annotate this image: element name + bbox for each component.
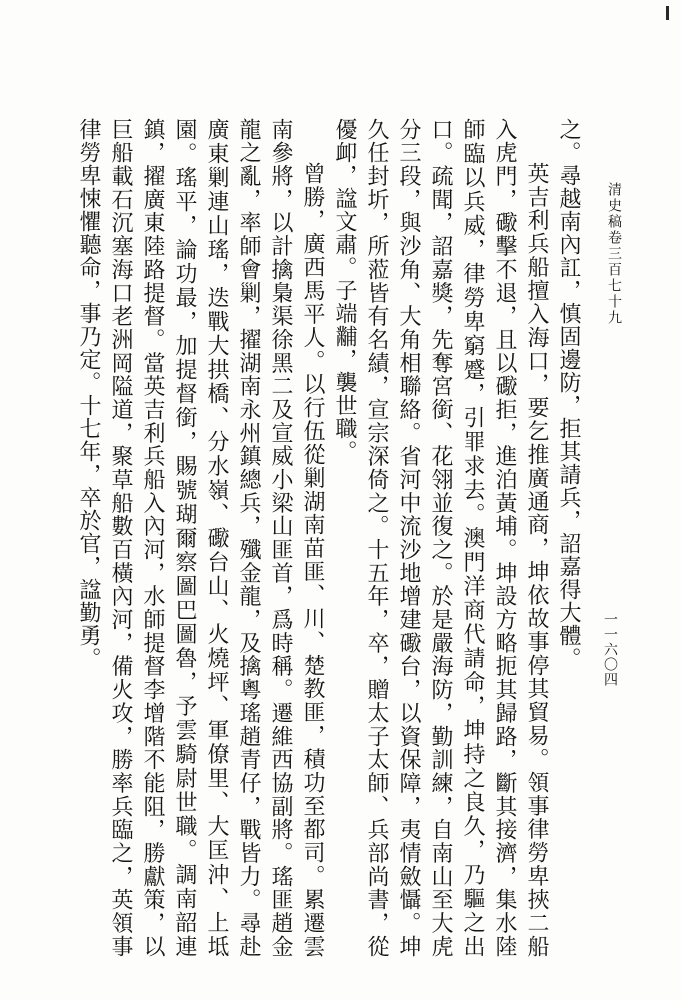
running-header-title: 清史稿卷三百七十九	[606, 182, 622, 326]
scan-mark	[666, 6, 669, 20]
page-number: 一一六〇四	[602, 612, 618, 687]
paragraph-zeng-sheng-biography: 曾勝，廣西馬平人。以行伍從剿湖南苗匪、川、楚教匪，積功至都司。累遷雲南參將，以計擒梟渠徐黑二及宣威小梁山匪首，爲時稱。遷維西協副將。瑤匪趙金龍之亂，率師會剿，擢湖南永州鎮總兵，殲金龍，及擒粵瑤趙青仔，戰皆力。尋赴廣東剿連山瑤，迭戰大拱橋、分水嶺、礮台山、火燒坪、軍僚里、大匡沖、上坻園。瑤平，論功最，加提督銜，賜號瑚爾察圖巴圖魯，予雲騎尉世職。調南韶連鎮，擢廣東陸路提督。當英吉利兵船入內河，水師提督李增階不能阻，勝獻策，以巨船載石沉塞海口老洲岡隘道，聚草船數百橫內河，備火攻，勝率兵臨之，英領事律勞卑悚懼聽命，事乃定。十七年，卒於官，諡勤勇。	[76, 118, 325, 958]
paragraph-biography-continued: 英吉利兵船擅入海口，要乞推廣通商，坤依故事停其貿易。領事律勞卑挾二船入虎門，礮擊不退，且以礮拒，進泊黃埔。坤設方略扼其歸路，斷其接濟，集水陸師臨以兵威，律勞卑窮蹙，引罪求去。澳門洋商代請命，坤持之良久，乃驅之出口。疏聞，詔嘉獎，先奪宮銜、花翎並復之。於是嚴海防，勤訓練，自南山至大虎分三段，與沙角、大角相聯絡。省河中流沙地增建礮台，以資保障，夷情斂懾。坤久任封圻，所蒞皆有名績，宣宗深倚之。十五年，卒，贈太子太師、兵部尚書，從優卹，諡文肅。子端黼，襲世職。	[332, 118, 549, 958]
paragraph-continuation: 之。尋越南內訌，慎固邊防，拒其請兵，詔嘉得大體。	[556, 118, 581, 670]
body-text	[76, 118, 584, 958]
